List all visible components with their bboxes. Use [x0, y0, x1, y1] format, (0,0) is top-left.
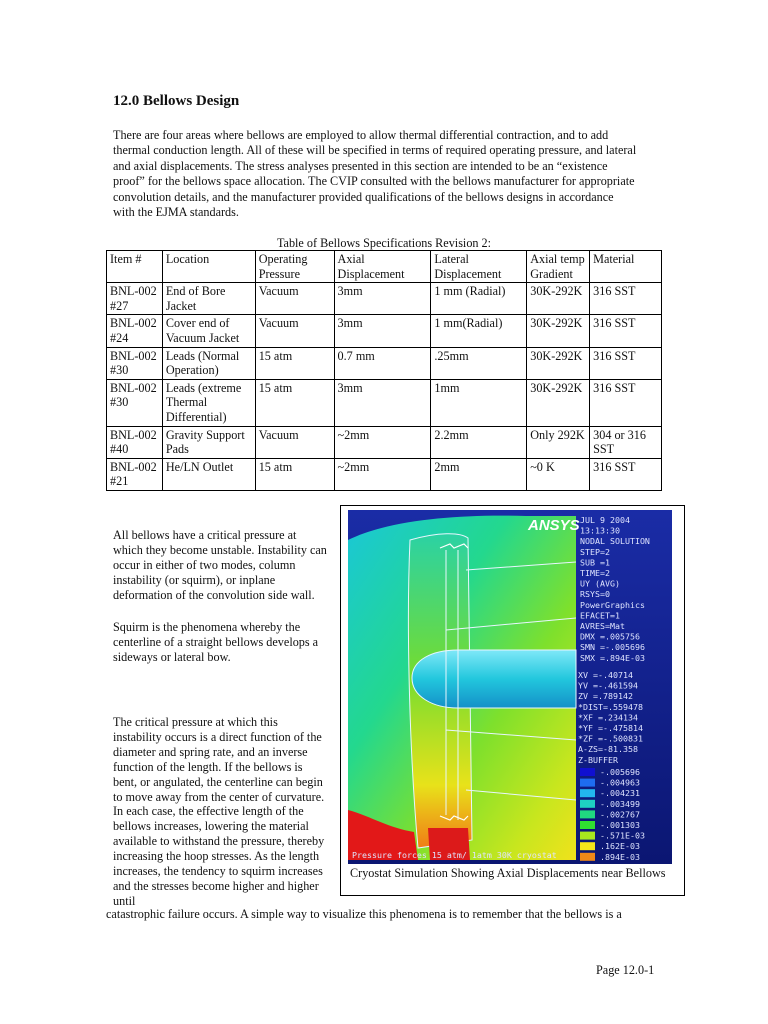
table-cell: BNL-002 #40: [107, 426, 163, 458]
table-cell: Leads (Normal Operation): [162, 347, 255, 379]
legend-value: .162E-03: [600, 841, 640, 852]
table-cell: 316 SST: [590, 283, 662, 315]
table-cell: 316 SST: [590, 379, 662, 426]
table-cell: Leads (extreme Thermal Differential): [162, 379, 255, 426]
table-cell: 30K-292K: [527, 283, 590, 315]
legend-value: .894E-03: [600, 851, 640, 862]
table-cell: ~0 K: [527, 458, 590, 490]
info-line: UY (AVG): [580, 578, 620, 589]
header-cell: Item #: [107, 251, 163, 283]
bore-tube: [412, 650, 576, 708]
legend-value: -.003499: [600, 798, 640, 809]
table-row: [107, 315, 662, 347]
table-cell: BNL-002 #30: [107, 347, 163, 379]
bellows-spec-table: [106, 250, 662, 491]
info-line: NODAL SOLUTION: [580, 536, 650, 547]
view-text-block: [578, 670, 643, 765]
paragraph-instability: All bellows have a critical pressure at which they become unstable. Instability can occur in either of two modes, column instability (or squirm), or inplane deformation of the convolution side wall.: [113, 528, 327, 602]
view-line: XV =-.40714: [578, 670, 633, 680]
view-line: YV =-.461594: [578, 680, 638, 691]
ansys-logo: ANSYS: [528, 517, 580, 534]
view-line: *YF =-.475814: [578, 723, 643, 733]
legend-value: -.004231: [600, 788, 640, 799]
table-cell: 316 SST: [590, 315, 662, 347]
table-cell: BNL-002 #24: [107, 315, 163, 347]
legend-swatch: [580, 853, 595, 861]
table-cell: 30K-292K: [527, 315, 590, 347]
table-cell: 2.2mm: [431, 426, 527, 458]
info-line: PowerGraphics: [580, 599, 645, 610]
info-line: DMX =.005756: [580, 631, 640, 642]
table-cell: .25mm: [431, 347, 527, 379]
table-cell: 30K-292K: [527, 347, 590, 379]
table-cell: BNL-002 #30: [107, 379, 163, 426]
table-row: [107, 379, 662, 426]
table-cell: 15 atm: [255, 458, 334, 490]
info-line: EFACET=1: [580, 610, 620, 621]
table-cell: Cover end of Vacuum Jacket: [162, 315, 255, 347]
table-row: [107, 426, 662, 458]
info-line: SUB =1: [580, 557, 610, 568]
legend-swatch: [580, 842, 595, 850]
legend-swatch: [580, 810, 595, 818]
legend-swatch: [580, 779, 595, 787]
legend-swatch: [580, 789, 595, 797]
view-line: A-ZS=-81.358: [578, 744, 638, 755]
table-cell: 3mm: [334, 379, 431, 426]
legend-swatch: [580, 832, 595, 840]
legend: [580, 767, 645, 862]
table-cell: End of Bore Jacket: [162, 283, 255, 315]
info-line: AVRES=Mat: [580, 621, 625, 631]
table-cell: ~2mm: [334, 426, 431, 458]
legend-value: -.005696: [600, 767, 640, 777]
ansys-simulation-image: [348, 510, 672, 864]
legend-value: -.571E-03: [600, 830, 645, 841]
header-cell: Material: [590, 251, 662, 283]
figure-footer-note: Pressure forces 15 atm/ 1atm 30K cryostat: [352, 850, 557, 860]
table-header-row: [107, 251, 662, 283]
legend-value: -.001303: [600, 820, 640, 830]
info-line: JUL 9 2004: [580, 515, 630, 525]
continuation-line: catastrophic failure occurs. A simple way to visualize this phenomena is to remember that the bellows is a: [106, 907, 622, 921]
header-cell: Location: [162, 251, 255, 283]
table-cell: 316 SST: [590, 347, 662, 379]
intro-paragraph: There are four areas where bellows are employed to allow thermal differential contraction, and to add thermal conduction length. All of these will be specified in terms of required operating pressure, and lateral and axial displacements. The stress analyses presented in this section are intended to be an “existence proof” for the bellows space allocation. The CVIP consulted with the bellows manufacturer for appropriate convolution details, and the manufacturer provided qualifications of the bellows designs in accordance with the EJMA standards.: [113, 128, 637, 220]
table-cell: 15 atm: [255, 347, 334, 379]
table-cell: 2mm: [431, 458, 527, 490]
table-cell: Gravity Support Pads: [162, 426, 255, 458]
legend-swatch: [580, 821, 595, 829]
table-cell: 316 SST: [590, 458, 662, 490]
info-line: TIME=2: [580, 568, 610, 578]
table-cell: Vacuum: [255, 283, 334, 315]
table-row: [107, 347, 662, 379]
table-cell: 304 or 316 SST: [590, 426, 662, 458]
info-line: STEP=2: [580, 546, 610, 557]
table-cell: 3mm: [334, 283, 431, 315]
table-cell: 15 atm: [255, 379, 334, 426]
table-cell: ~2mm: [334, 458, 431, 490]
table-cell: 1 mm(Radial): [431, 315, 527, 347]
table-cell: 1 mm (Radial): [431, 283, 527, 315]
legend-swatch: [580, 768, 595, 776]
table-caption: Table of Bellows Specifications Revision 2:: [276, 236, 492, 250]
view-line: *DIST=.559478: [578, 701, 643, 712]
table-row: [107, 283, 662, 315]
info-line: SMN =-.005696: [580, 642, 645, 653]
table-cell: Vacuum: [255, 315, 334, 347]
table-cell: Only 292K: [527, 426, 590, 458]
figure-caption: Cryostat Simulation Showing Axial Displacements near Bellows: [350, 866, 666, 880]
view-line: *XF =.234134: [578, 712, 638, 723]
info-line: SMX =.894E-03: [580, 652, 645, 663]
table-cell: 1mm: [431, 379, 527, 426]
header-cell: Axial Displacement: [334, 251, 431, 283]
table-cell: BNL-002 #21: [107, 458, 163, 490]
table-cell: BNL-002 #27: [107, 283, 163, 315]
table-cell: 30K-292K: [527, 379, 590, 426]
table-cell: Vacuum: [255, 426, 334, 458]
header-cell: Axial temp Gradient: [527, 251, 590, 283]
page-number: Page 12.0-1: [596, 963, 655, 977]
legend-value: -.004963: [600, 777, 640, 788]
table-cell: 3mm: [334, 315, 431, 347]
table-row: [107, 458, 662, 490]
header-cell: Operating Pressure: [255, 251, 334, 283]
legend-value: -.002767: [600, 809, 640, 820]
paragraph-critical-pressure: The critical pressure at which this instability occurs is a direct function of the diameter and spring rate, and an inverse function of the length. If the bellows is bent, or angulated, the centerline can begin to move away from the center of curvature. In each case, the effective length of the bellows increases, lowering the material available to withstand the pressure, thereby increasing the hoop stresses. As the length increases, the tendency to squirm increases and the stresses become higher and higher until: [113, 715, 325, 908]
header-cell: Lateral Displacement: [431, 251, 527, 283]
view-line: *ZF =-.500831: [578, 733, 643, 744]
view-line: ZV =.789142: [578, 691, 633, 702]
view-line: Z-BUFFER: [578, 754, 618, 765]
legend-swatch: [580, 800, 595, 808]
info-line: RSYS=0: [580, 589, 610, 600]
section-heading: 12.0 Bellows Design: [113, 93, 240, 109]
info-line: 13:13:30: [580, 525, 620, 536]
paragraph-squirm: Squirm is the phenomena whereby the centerline of a straight bellows develops a sideways or lateral bow.: [113, 620, 319, 664]
table-cell: He/LN Outlet: [162, 458, 255, 490]
table-cell: 0.7 mm: [334, 347, 431, 379]
